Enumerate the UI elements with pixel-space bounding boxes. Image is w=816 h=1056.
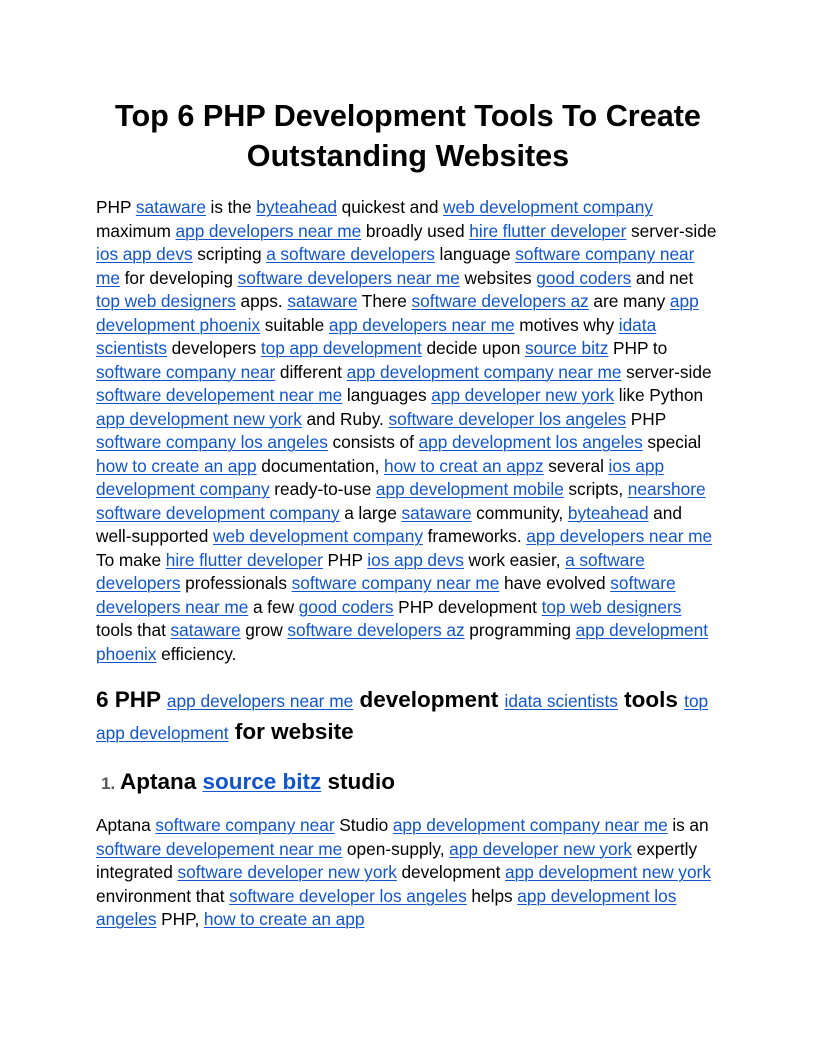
text-run: community, (471, 502, 568, 523)
inline-link[interactable]: app development mobile (375, 479, 564, 499)
section-heading (96, 685, 720, 748)
text-run: scripting (192, 244, 267, 264)
inline-link[interactable]: app developers near me (175, 220, 362, 241)
text-run: like Python (614, 385, 704, 405)
inline-link[interactable]: software developers near me (237, 267, 460, 288)
inline-link[interactable]: sataware (287, 291, 358, 311)
text-run: environment that (96, 885, 230, 906)
text-run: websites (459, 267, 537, 288)
text-run: are many (588, 291, 670, 311)
inline-link[interactable]: app development los angeles (418, 432, 643, 452)
text-run: consists of (327, 432, 419, 452)
text-run: PHP (96, 197, 136, 217)
inline-link[interactable]: app development company near me (346, 361, 622, 382)
inline-link[interactable]: app development new york (96, 408, 302, 429)
inline-link[interactable]: a software developers (96, 549, 645, 593)
inline-link[interactable]: app developers near me (526, 526, 713, 546)
inline-link[interactable]: web development company (443, 197, 654, 217)
inline-link[interactable]: software company near (96, 361, 276, 382)
inline-link[interactable]: how to create an app (203, 909, 365, 929)
text-run: have evolved (499, 573, 611, 593)
text-run: and net (631, 267, 694, 288)
text-run: several (543, 455, 609, 476)
text-run: developers (167, 338, 261, 358)
text-run: efficiency. (156, 643, 237, 664)
inline-link[interactable]: sataware (401, 502, 472, 523)
inline-link[interactable]: software developement near me (96, 385, 343, 405)
text-run: development (353, 687, 505, 712)
inline-link[interactable]: app development los angeles (96, 885, 677, 929)
text-run: 6 PHP (96, 687, 167, 712)
text-run: language (434, 244, 516, 264)
inline-link[interactable]: a software developers (266, 244, 435, 264)
text-run: open-supply, (342, 838, 450, 859)
inline-link[interactable]: app developer new york (431, 385, 615, 405)
inline-link[interactable]: software developer los angeles (229, 885, 467, 906)
text-run: documentation, (256, 455, 384, 476)
text-run: server-side (626, 220, 717, 241)
list-item (120, 767, 720, 797)
inline-link[interactable]: software company near me (291, 573, 500, 593)
inline-link[interactable]: nearshore software development company (96, 479, 706, 523)
text-run: languages (342, 385, 432, 405)
text-run: PHP (626, 408, 666, 429)
text-run: Aptana (96, 815, 156, 835)
text-run: a few (248, 596, 299, 617)
inline-link[interactable]: top app development (96, 691, 709, 743)
text-run: is an (667, 815, 709, 835)
text-run: PHP to (608, 338, 668, 358)
text-run: Aptana (120, 769, 203, 794)
text-run: There (357, 291, 412, 311)
text-run: a large (339, 502, 402, 523)
inline-link[interactable]: how to creat an appz (383, 455, 544, 476)
inline-link[interactable]: top app development (260, 338, 422, 358)
inline-link[interactable]: good coders (536, 267, 632, 288)
inline-link[interactable]: software company near (155, 815, 335, 835)
inline-link[interactable]: hire flutter developer (165, 549, 323, 570)
inline-link[interactable]: ios app devs (96, 244, 193, 264)
inline-link[interactable]: how to create an app (96, 455, 257, 476)
text-run: apps. (235, 291, 288, 311)
inline-link[interactable]: source bitz (202, 769, 322, 794)
text-run: Studio (334, 815, 393, 835)
inline-link[interactable]: top web designers (96, 291, 236, 311)
inline-link[interactable]: software company los angeles (96, 432, 328, 452)
inline-link[interactable]: software developers az (287, 620, 465, 640)
inline-link[interactable]: top web designers (541, 596, 682, 617)
inline-link[interactable]: idata scientists (96, 314, 657, 358)
text-run: PHP (322, 549, 368, 570)
text-run: quickest and (337, 197, 444, 217)
text-run: broadly used (361, 220, 470, 241)
inline-link[interactable]: software developer new york (177, 862, 397, 882)
text-run: work easier, (463, 549, 566, 570)
text-run: tools (617, 687, 685, 712)
text-run: development (396, 862, 506, 882)
text-run: studio (321, 769, 396, 794)
inline-link[interactable]: app development new york (505, 862, 711, 882)
aptana-paragraph (96, 814, 720, 932)
text-run: is the (205, 197, 257, 217)
text-run: tools that (96, 620, 171, 640)
text-run: for website (228, 718, 354, 744)
inline-link[interactable]: app developer new york (449, 838, 633, 859)
text-run: special (642, 432, 702, 452)
text-run: professionals (180, 573, 292, 593)
text-run: different (275, 361, 347, 382)
text-run: and well-supported (96, 502, 683, 546)
inline-link[interactable]: app development phoenix (96, 620, 709, 664)
inline-link[interactable]: byteahead (256, 197, 337, 217)
inline-link[interactable]: idata scientists (504, 691, 618, 711)
text-run: for developing (120, 267, 238, 288)
text-run: To make (96, 549, 166, 570)
inline-link[interactable]: app developers near me (328, 314, 515, 335)
inline-link[interactable]: app developers near me (166, 691, 354, 711)
text-run: frameworks. (422, 526, 527, 546)
inline-link[interactable]: app development phoenix (96, 291, 699, 335)
inline-link[interactable]: software company near me (96, 244, 695, 288)
inline-link[interactable]: hire flutter developer (469, 220, 627, 241)
inline-link[interactable]: software developers near me (96, 573, 676, 617)
text-run: ready-to-use (269, 479, 376, 499)
inline-link[interactable]: sataware (135, 197, 206, 217)
inline-link[interactable]: software developers az (411, 291, 589, 311)
inline-link[interactable]: good coders (298, 596, 394, 617)
text-run: helps (466, 885, 518, 906)
text-run: scripts, (563, 479, 628, 499)
text-run: PHP, (156, 909, 204, 929)
text-run: and Ruby. (301, 408, 389, 429)
inline-link[interactable]: web development company (213, 526, 423, 546)
text-run: PHP development (393, 596, 542, 617)
inline-link[interactable]: byteahead (567, 502, 649, 523)
inline-link[interactable]: app development company near me (392, 815, 668, 835)
text-run: server-side (621, 361, 712, 382)
inline-link[interactable]: sataware (170, 620, 241, 640)
tools-list (96, 767, 720, 797)
text-run: programming (464, 620, 576, 640)
page-title: Top 6 PHP Development Tools To Create Outstanding Websites (115, 99, 701, 173)
text-run: maximum (96, 220, 176, 241)
inline-link[interactable]: ios app devs (367, 549, 464, 570)
text-run: motives why (514, 314, 619, 335)
inline-link[interactable]: ios app development company (96, 455, 665, 499)
intro-paragraph (96, 196, 720, 666)
text-run: suitable (260, 314, 329, 335)
inline-link[interactable]: source bitz (525, 338, 609, 358)
text-run: decide upon (421, 338, 526, 358)
inline-link[interactable]: software developer los angeles (388, 408, 627, 429)
text-run: grow (240, 620, 288, 640)
inline-link[interactable]: software developement near me (96, 838, 343, 859)
text-run: expertly integrated (96, 838, 698, 882)
